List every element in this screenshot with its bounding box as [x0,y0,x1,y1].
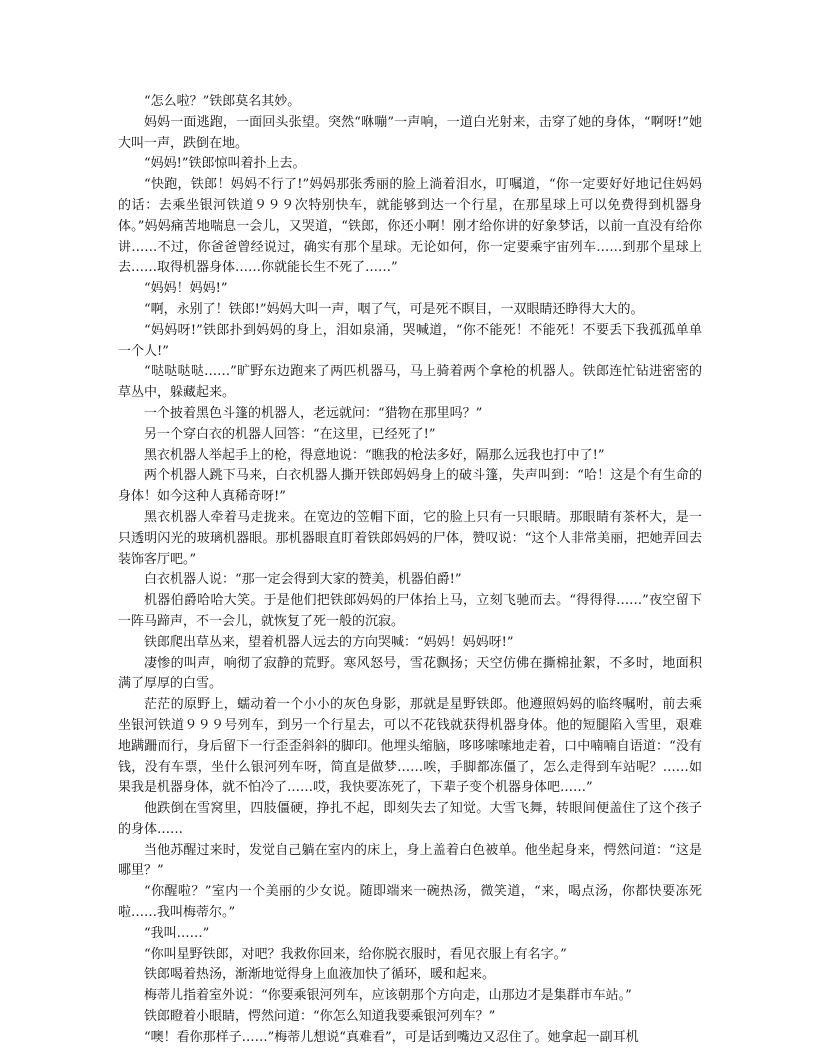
paragraph: 铁郎瞪着小眼睛，愕然问道：“你怎么知道我要乘银河列车？” [144,1009,496,1025]
paragraph: 凄惨的叫声，响彻了寂静的荒野。寒风怒号，雪花飘扬；天空仿佛在撕棉扯絮，不多时，地面积满了厚厚的白雪。 [118,655,702,692]
paragraph: “妈妈！妈妈!” [144,281,228,297]
paragraph: “哒哒哒哒……”旷野东边跑来了两匹机器马，马上骑着两个拿枪的机器人。铁郎连忙钻进密密的草丛中，躲藏起来。 [118,364,702,401]
paragraph: “妈妈!”铁郎惊叫着扑上去。 [144,156,306,172]
paragraph: 黑衣机器人举起手上的枪，得意地说：“瞧我的枪法多好，隔那么远我也打中了!” [144,447,605,463]
paragraph: 妈妈一面逃跑，一面回头张望。突然“咻嘣”一声响，一道白光射来，击穿了她的身体，“啊呀!”她大叫一声，跌倒在地。 [118,114,702,151]
paragraph: “你叫星野铁郎，对吧？我救你回来，给你脱衣服时，看见衣服上有名字。” [144,946,567,962]
paragraph: 铁郎爬出草丛来，望着机器人远去的方向哭喊：“妈妈！妈妈呀!” [144,634,514,650]
paragraph: 白衣机器人说：“那一定会得到大家的赞美，机器伯爵!” [144,572,462,588]
paragraph: 梅蒂儿指着室外说：“你要乘银河列车，应该朝那个方向走，山那边才是集群市车站。” [144,988,632,1004]
document-body [118,92,702,1049]
paragraph: “怎么啦？”铁郎莫名其妙。 [144,94,301,109]
paragraph: “啊，永别了！铁郎!”妈妈大叫一声，咽了气，可是死不瞑目，一双眼睛还睁得大大的。 [144,301,644,317]
paragraph: 当他苏醒过来时，发觉自己躺在室内的床上，身上盖着白色被单。他坐起身来，愕然问道：“这是哪里？” [118,842,702,879]
paragraph: 两个机器人跳下马来，白衣机器人撕开铁郎妈妈身上的破斗篷，失声叫到：“哈！这是个有生命的身体！如今这种人真稀奇呀!” [118,468,702,505]
paragraph: “你醒啦？”室内一个美丽的少女说。随即端来一碗热汤，微笑道，“来，喝点汤，你都快要冻死啦……我叫梅蒂尔。” [118,884,702,921]
paragraph: “我叫……” [144,925,210,941]
paragraph: 黑衣机器人牵着马走拢来。在宽边的笠帽下面，它的脸上只有一只眼睛。那眼睛有茶杯大，是一只透明闪光的玻璃机器眼。那机器眼直盯着铁郎妈妈的尸体，赞叹说：“这个人非常美丽，把她弄回去装饰客厅吧。” [118,509,702,567]
paragraph: 他跌倒在雪窝里，四肢僵硬，挣扎不起，即刻失去了知觉。大雪飞舞，转眼间便盖住了这个孩子的身体…… [118,801,702,837]
paragraph: 铁郎喝着热汤，渐渐地觉得身上血液加快了循环，暖和起来。 [144,967,496,983]
paragraph: 机器伯爵哈哈大笑。于是他们把铁郎妈妈的尸体抬上马，立刻飞驰而去。“得得得……”夜空留下一阵马蹄声，不一会儿，就恢复了死一般的沉寂。 [118,593,702,629]
paragraph: 一个披着黑色斗篷的机器人，老远就问：“猎物在那里吗？” [144,405,483,421]
paragraph: 另一个穿白衣的机器人回答：“在这里，已经死了!” [144,426,436,442]
paragraph: “噢！看你那样子……”梅蒂儿想说“真难看”，可是话到嘴边又忍住了。她拿起一副耳机 [144,1029,639,1045]
paragraph: “妈妈呀!”铁郎扑到妈妈的身上，泪如泉涌，哭喊道，“你不能死！不能死！不要丢下我孤孤单单一个人!” [118,322,702,359]
paragraph: “快跑，铁郎！妈妈不行了!”妈妈那张秀丽的脸上淌着泪水，叮嘱道，“你一定要好好地记住妈妈的话：去乘坐银河铁道９９９次特别快车，就能够到达一个行星，在那星球上可以免费得到机器身体。”妈妈痛苦地喘息一会儿，又哭道，“铁郎，你还小啊！刚才给你讲的好象梦话，以前一直没有给你讲……不过，你爸爸曾经说过，确实有那个星球。无论如何，你一定要乘宇宙列车……到那个星球上去……取得机器身体……你就能长生不死了……” [118,177,702,276]
paragraph: 茫茫的原野上，蠕动着一个小小的灰色身影，那就是星野铁郎。他遵照妈妈的临终嘱咐，前去乘坐银河铁道９９９号列车，到另一个行星去，可以不花钱就获得机器身体。他的短腿陷入雪里，艰难地蹒跚而行，身后留下一行歪歪斜斜的脚印。他埋头缩脑，哆哆嗦嗦地走着，口中喃喃自语道：“没有钱，没有车票，坐什么银河列车呀，简直是做梦……唉，手脚都冻僵了，怎么走得到车站呢？……如果我是机器身体，就不怕冷了……哎，我快要冻死了，下辈子变个机器身体吧……” [118,697,702,796]
